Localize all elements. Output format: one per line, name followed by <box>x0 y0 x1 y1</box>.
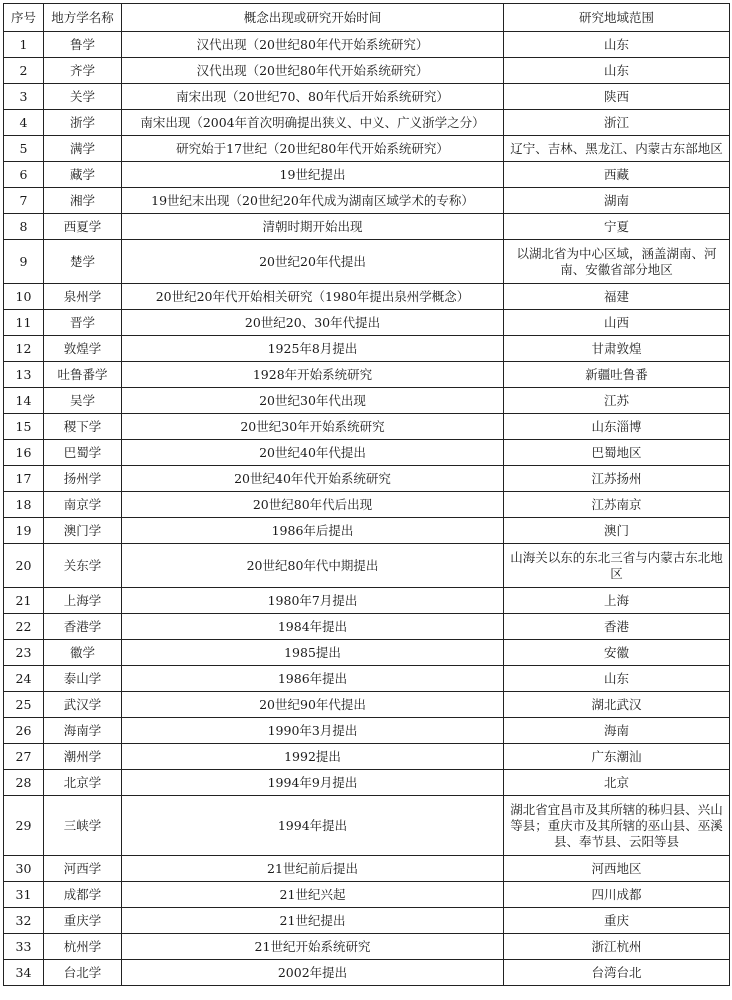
cell-index: 21 <box>4 588 44 614</box>
cell-time: 20世纪20年代开始相关研究（1980年提出泉州学概念） <box>122 284 504 310</box>
cell-index: 11 <box>4 310 44 336</box>
cell-index: 3 <box>4 84 44 110</box>
cell-time: 19世纪提出 <box>122 162 504 188</box>
table-row <box>4 136 730 162</box>
table-row <box>4 588 730 614</box>
cell-region: 浙江 <box>504 110 730 136</box>
header-row <box>4 4 730 32</box>
table-row <box>4 640 730 666</box>
cell-region: 四川成都 <box>504 882 730 908</box>
cell-time: 20世纪40年代提出 <box>122 440 504 466</box>
cell-index: 27 <box>4 744 44 770</box>
cell-region: 山东 <box>504 58 730 84</box>
cell-index: 13 <box>4 362 44 388</box>
cell-region: 西藏 <box>504 162 730 188</box>
table-row <box>4 492 730 518</box>
table-row <box>4 214 730 240</box>
cell-index: 7 <box>4 188 44 214</box>
cell-name: 关东学 <box>44 544 122 588</box>
cell-name: 武汉学 <box>44 692 122 718</box>
cell-index: 17 <box>4 466 44 492</box>
cell-time: 1994年9月提出 <box>122 770 504 796</box>
cell-index: 10 <box>4 284 44 310</box>
table-row <box>4 362 730 388</box>
table-row <box>4 692 730 718</box>
cell-index: 6 <box>4 162 44 188</box>
cell-region: 湖北省宜昌市及其所辖的秭归县、兴山等县；重庆市及其所辖的巫山县、巫溪县、奉节县、云阳等县 <box>504 796 730 856</box>
cell-time: 1990年3月提出 <box>122 718 504 744</box>
cell-region: 北京 <box>504 770 730 796</box>
table-row <box>4 440 730 466</box>
cell-time: 清朝时期开始出现 <box>122 214 504 240</box>
cell-name: 浙学 <box>44 110 122 136</box>
table-row <box>4 414 730 440</box>
cell-index: 26 <box>4 718 44 744</box>
cell-name: 敦煌学 <box>44 336 122 362</box>
cell-name: 三峡学 <box>44 796 122 856</box>
cell-index: 31 <box>4 882 44 908</box>
cell-region: 香港 <box>504 614 730 640</box>
cell-name: 湘学 <box>44 188 122 214</box>
header-name: 地方学名称 <box>44 4 122 32</box>
cell-name: 稷下学 <box>44 414 122 440</box>
table-row <box>4 336 730 362</box>
cell-index: 16 <box>4 440 44 466</box>
cell-time: 1984年提出 <box>122 614 504 640</box>
cell-name: 泉州学 <box>44 284 122 310</box>
cell-name: 鲁学 <box>44 32 122 58</box>
cell-time: 20世纪80年代中期提出 <box>122 544 504 588</box>
cell-time: 1986年提出 <box>122 666 504 692</box>
cell-region: 甘肃敦煌 <box>504 336 730 362</box>
header-region: 研究地域范围 <box>504 4 730 32</box>
table-row <box>4 544 730 588</box>
cell-time: 20世纪20、30年代提出 <box>122 310 504 336</box>
cell-index: 12 <box>4 336 44 362</box>
cell-index: 4 <box>4 110 44 136</box>
cell-index: 32 <box>4 908 44 934</box>
cell-index: 29 <box>4 796 44 856</box>
cell-name: 西夏学 <box>44 214 122 240</box>
cell-index: 5 <box>4 136 44 162</box>
cell-index: 30 <box>4 856 44 882</box>
table-row <box>4 58 730 84</box>
cell-region: 河西地区 <box>504 856 730 882</box>
cell-region: 重庆 <box>504 908 730 934</box>
cell-name: 关学 <box>44 84 122 110</box>
cell-region: 湖南 <box>504 188 730 214</box>
cell-index: 24 <box>4 666 44 692</box>
cell-time: 1994年提出 <box>122 796 504 856</box>
cell-region: 山东 <box>504 666 730 692</box>
table-row <box>4 960 730 986</box>
header-time: 概念出现或研究开始时间 <box>122 4 504 32</box>
table-row <box>4 770 730 796</box>
cell-index: 2 <box>4 58 44 84</box>
cell-region: 以湖北省为中心区域，涵盖湖南、河南、安徽省部分地区 <box>504 240 730 284</box>
cell-name: 晋学 <box>44 310 122 336</box>
cell-time: 1985提出 <box>122 640 504 666</box>
cell-region: 上海 <box>504 588 730 614</box>
table-row <box>4 188 730 214</box>
cell-region: 江苏 <box>504 388 730 414</box>
cell-index: 18 <box>4 492 44 518</box>
cell-time: 21世纪提出 <box>122 908 504 934</box>
cell-region: 江苏南京 <box>504 492 730 518</box>
table-row <box>4 908 730 934</box>
cell-time: 21世纪开始系统研究 <box>122 934 504 960</box>
cell-region: 安徽 <box>504 640 730 666</box>
cell-name: 泰山学 <box>44 666 122 692</box>
cell-time: 南宋出现（20世纪70、80年代后开始系统研究） <box>122 84 504 110</box>
cell-name: 海南学 <box>44 718 122 744</box>
table-row <box>4 614 730 640</box>
cell-region: 巴蜀地区 <box>504 440 730 466</box>
cell-name: 杭州学 <box>44 934 122 960</box>
table-row <box>4 110 730 136</box>
table-row <box>4 796 730 856</box>
cell-region: 台湾台北 <box>504 960 730 986</box>
cell-name: 齐学 <box>44 58 122 84</box>
table-row <box>4 518 730 544</box>
cell-name: 澳门学 <box>44 518 122 544</box>
cell-region: 浙江杭州 <box>504 934 730 960</box>
cell-name: 成都学 <box>44 882 122 908</box>
header-index: 序号 <box>4 4 44 32</box>
cell-time: 汉代出现（20世纪80年代开始系统研究） <box>122 58 504 84</box>
cell-region: 宁夏 <box>504 214 730 240</box>
cell-region: 澳门 <box>504 518 730 544</box>
cell-time: 21世纪前后提出 <box>122 856 504 882</box>
table-row <box>4 934 730 960</box>
cell-name: 南京学 <box>44 492 122 518</box>
cell-index: 1 <box>4 32 44 58</box>
cell-name: 河西学 <box>44 856 122 882</box>
cell-time: 1925年8月提出 <box>122 336 504 362</box>
cell-index: 34 <box>4 960 44 986</box>
cell-time: 2002年提出 <box>122 960 504 986</box>
regional-studies-table <box>3 3 730 986</box>
cell-time: 19世纪末出现（20世纪20年代成为湖南区域学术的专称） <box>122 188 504 214</box>
cell-index: 8 <box>4 214 44 240</box>
table-row <box>4 310 730 336</box>
cell-time: 20世纪30年开始系统研究 <box>122 414 504 440</box>
cell-region: 辽宁、吉林、黑龙江、内蒙古东部地区 <box>504 136 730 162</box>
cell-region: 陕西 <box>504 84 730 110</box>
table-row <box>4 718 730 744</box>
cell-index: 28 <box>4 770 44 796</box>
cell-region: 山海关以东的东北三省与内蒙古东北地区 <box>504 544 730 588</box>
cell-time: 20世纪40年代开始系统研究 <box>122 466 504 492</box>
cell-index: 25 <box>4 692 44 718</box>
cell-time: 21世纪兴起 <box>122 882 504 908</box>
cell-name: 徽学 <box>44 640 122 666</box>
table-row <box>4 856 730 882</box>
cell-name: 吴学 <box>44 388 122 414</box>
cell-name: 北京学 <box>44 770 122 796</box>
cell-time: 汉代出现（20世纪80年代开始系统研究） <box>122 32 504 58</box>
cell-region: 江苏扬州 <box>504 466 730 492</box>
table-row <box>4 162 730 188</box>
table-row <box>4 84 730 110</box>
cell-region: 山西 <box>504 310 730 336</box>
table-row <box>4 666 730 692</box>
cell-region: 山东淄博 <box>504 414 730 440</box>
cell-name: 巴蜀学 <box>44 440 122 466</box>
cell-name: 上海学 <box>44 588 122 614</box>
cell-time: 研究始于17世纪（20世纪80年代开始系统研究） <box>122 136 504 162</box>
cell-index: 15 <box>4 414 44 440</box>
cell-region: 海南 <box>504 718 730 744</box>
table-row <box>4 32 730 58</box>
cell-name: 香港学 <box>44 614 122 640</box>
cell-index: 14 <box>4 388 44 414</box>
cell-index: 22 <box>4 614 44 640</box>
cell-name: 藏学 <box>44 162 122 188</box>
cell-time: 20世纪20年代提出 <box>122 240 504 284</box>
cell-index: 23 <box>4 640 44 666</box>
cell-time: 1928年开始系统研究 <box>122 362 504 388</box>
cell-time: 1980年7月提出 <box>122 588 504 614</box>
cell-time: 20世纪90年代提出 <box>122 692 504 718</box>
cell-region: 广东潮汕 <box>504 744 730 770</box>
cell-region: 新疆吐鲁番 <box>504 362 730 388</box>
cell-index: 33 <box>4 934 44 960</box>
cell-name: 满学 <box>44 136 122 162</box>
cell-name: 扬州学 <box>44 466 122 492</box>
cell-region: 山东 <box>504 32 730 58</box>
cell-region: 湖北武汉 <box>504 692 730 718</box>
table-row <box>4 240 730 284</box>
cell-name: 潮州学 <box>44 744 122 770</box>
cell-name: 楚学 <box>44 240 122 284</box>
cell-time: 20世纪30年代出现 <box>122 388 504 414</box>
table-row <box>4 388 730 414</box>
table-row <box>4 284 730 310</box>
cell-index: 9 <box>4 240 44 284</box>
table-row <box>4 744 730 770</box>
cell-name: 吐鲁番学 <box>44 362 122 388</box>
cell-name: 台北学 <box>44 960 122 986</box>
cell-time: 1986年后提出 <box>122 518 504 544</box>
cell-index: 19 <box>4 518 44 544</box>
cell-name: 重庆学 <box>44 908 122 934</box>
cell-time: 20世纪80年代后出现 <box>122 492 504 518</box>
cell-region: 福建 <box>504 284 730 310</box>
cell-index: 20 <box>4 544 44 588</box>
table-row <box>4 882 730 908</box>
cell-time: 1992提出 <box>122 744 504 770</box>
cell-time: 南宋出现（2004年首次明确提出狭义、中义、广义浙学之分） <box>122 110 504 136</box>
table-row <box>4 466 730 492</box>
